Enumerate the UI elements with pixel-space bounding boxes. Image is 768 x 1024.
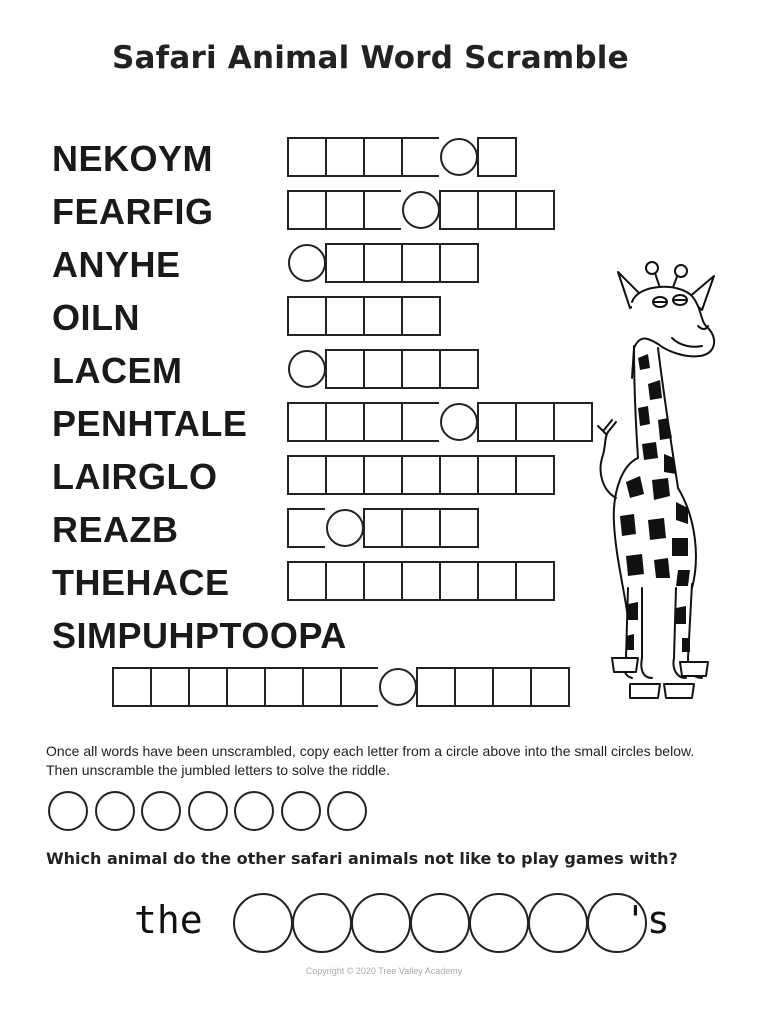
answer-letter-circle[interactable]: [469, 893, 529, 953]
collected-letter-circle[interactable]: [141, 791, 181, 831]
scrambled-word-3: ANYHE: [52, 244, 181, 285]
letter-box[interactable]: [302, 667, 342, 707]
instructions-line-1: Once all words have been unscrambled, copy each letter from a circle above into the small circles below.: [46, 743, 695, 759]
answer-boxes-7[interactable]: [287, 455, 555, 495]
letter-box[interactable]: [325, 455, 365, 495]
answer-letter-circle[interactable]: [351, 893, 411, 953]
letter-box[interactable]: [363, 349, 403, 389]
letter-box[interactable]: [530, 667, 570, 707]
letter-box[interactable]: [325, 402, 365, 442]
collected-letter-circle[interactable]: [281, 791, 321, 831]
collected-letter-circle[interactable]: [327, 791, 367, 831]
letter-box[interactable]: [226, 667, 266, 707]
letter-box[interactable]: [363, 190, 403, 230]
letter-box[interactable]: [439, 508, 479, 548]
letter-box[interactable]: [325, 296, 365, 336]
letter-box[interactable]: [325, 137, 365, 177]
letter-circle[interactable]: [325, 508, 365, 548]
letter-box[interactable]: [287, 561, 327, 601]
letter-box[interactable]: [439, 349, 479, 389]
answer-boxes-5[interactable]: [287, 349, 479, 389]
answer-boxes-10[interactable]: [112, 667, 570, 707]
scrambled-word-10: SIMPUHPTOOPA: [52, 615, 347, 656]
letter-box[interactable]: [287, 137, 327, 177]
letter-box[interactable]: [325, 243, 365, 283]
letter-box[interactable]: [515, 561, 555, 601]
answer-letter-circle[interactable]: [233, 893, 293, 953]
letter-circle[interactable]: [401, 190, 441, 230]
collected-letter-circle[interactable]: [48, 791, 88, 831]
answer-boxes-6[interactable]: [287, 402, 593, 442]
page-title: Safari Animal Word Scramble: [112, 40, 629, 76]
letter-box[interactable]: [363, 402, 403, 442]
letter-box[interactable]: [325, 349, 365, 389]
letter-box[interactable]: [401, 243, 441, 283]
scrambled-word-6: PENHTALE: [52, 403, 248, 444]
scrambled-word-4: OILN: [52, 297, 140, 338]
giraffe-illustration: [568, 258, 720, 721]
letter-circle[interactable]: [287, 349, 327, 389]
copyright-notice: Copyright © 2020 Tree Valley Academy: [305, 966, 463, 976]
scrambled-word-5: LACEM: [52, 350, 183, 391]
scrambled-word-7: LAIRGLO: [52, 456, 218, 497]
letter-box[interactable]: [325, 561, 365, 601]
letter-box[interactable]: [363, 455, 403, 495]
letter-box[interactable]: [112, 667, 152, 707]
letter-box[interactable]: [287, 190, 327, 230]
letter-circle[interactable]: [287, 243, 327, 283]
letter-box[interactable]: [416, 667, 456, 707]
scrambled-word-1: NEKOYM: [52, 138, 214, 179]
answer-boxes-3[interactable]: [287, 243, 479, 283]
instructions: [46, 742, 736, 780]
letter-box[interactable]: [515, 402, 555, 442]
letter-box[interactable]: [492, 667, 532, 707]
letter-box[interactable]: [401, 349, 441, 389]
letter-box[interactable]: [188, 667, 228, 707]
letter-box[interactable]: [439, 455, 479, 495]
letter-box[interactable]: [439, 190, 479, 230]
answer-boxes-2[interactable]: [287, 190, 555, 230]
letter-box[interactable]: [264, 667, 304, 707]
answer-boxes-4[interactable]: [287, 296, 441, 336]
letter-circle[interactable]: [378, 667, 418, 707]
collected-letter-circle[interactable]: [188, 791, 228, 831]
letter-box[interactable]: [401, 508, 441, 548]
letter-box[interactable]: [287, 508, 327, 548]
letter-box[interactable]: [401, 455, 441, 495]
letter-box[interactable]: [515, 190, 555, 230]
letter-box[interactable]: [150, 667, 190, 707]
letter-box[interactable]: [363, 137, 403, 177]
letter-box[interactable]: [477, 455, 517, 495]
answer-suffix: 's: [624, 898, 670, 942]
letter-box[interactable]: [401, 137, 441, 177]
letter-box[interactable]: [439, 243, 479, 283]
letter-box[interactable]: [363, 243, 403, 283]
letter-box[interactable]: [287, 402, 327, 442]
letter-box[interactable]: [363, 508, 403, 548]
letter-box[interactable]: [477, 402, 517, 442]
answer-circles[interactable]: [233, 893, 646, 953]
answer-letter-circle[interactable]: [410, 893, 470, 953]
answer-letter-circle[interactable]: [292, 893, 352, 953]
letter-box[interactable]: [401, 561, 441, 601]
answer-boxes-1[interactable]: [287, 137, 517, 177]
letter-box[interactable]: [363, 296, 403, 336]
letter-box[interactable]: [477, 137, 517, 177]
scrambled-word-8: REAZB: [52, 509, 179, 550]
answer-letter-circle[interactable]: [528, 893, 588, 953]
letter-box[interactable]: [340, 667, 380, 707]
letter-box[interactable]: [287, 455, 327, 495]
letter-box[interactable]: [439, 561, 479, 601]
collected-letter-circle[interactable]: [234, 791, 274, 831]
answer-boxes-8[interactable]: [287, 508, 479, 548]
letter-box[interactable]: [401, 402, 441, 442]
answer-prefix: the: [134, 898, 203, 942]
letter-box[interactable]: [454, 667, 494, 707]
letter-box[interactable]: [287, 296, 327, 336]
letter-box[interactable]: [363, 561, 403, 601]
instructions-line-2: Then unscramble the jumbled letters to solve the riddle.: [46, 762, 390, 778]
letter-circle[interactable]: [439, 137, 479, 177]
scrambled-word-9: THEHACE: [52, 562, 230, 603]
collected-letter-circle[interactable]: [95, 791, 135, 831]
answer-boxes-9[interactable]: [287, 561, 555, 601]
collected-letter-circles[interactable]: [48, 791, 374, 831]
letter-box[interactable]: [515, 455, 555, 495]
riddle-question: Which animal do the other safari animals not like to play games with?: [46, 849, 678, 868]
letter-box[interactable]: [477, 561, 517, 601]
letter-circle[interactable]: [439, 402, 479, 442]
scrambled-word-2: FEARFIG: [52, 191, 214, 232]
letter-box[interactable]: [325, 190, 365, 230]
letter-box[interactable]: [477, 190, 517, 230]
letter-box[interactable]: [401, 296, 441, 336]
